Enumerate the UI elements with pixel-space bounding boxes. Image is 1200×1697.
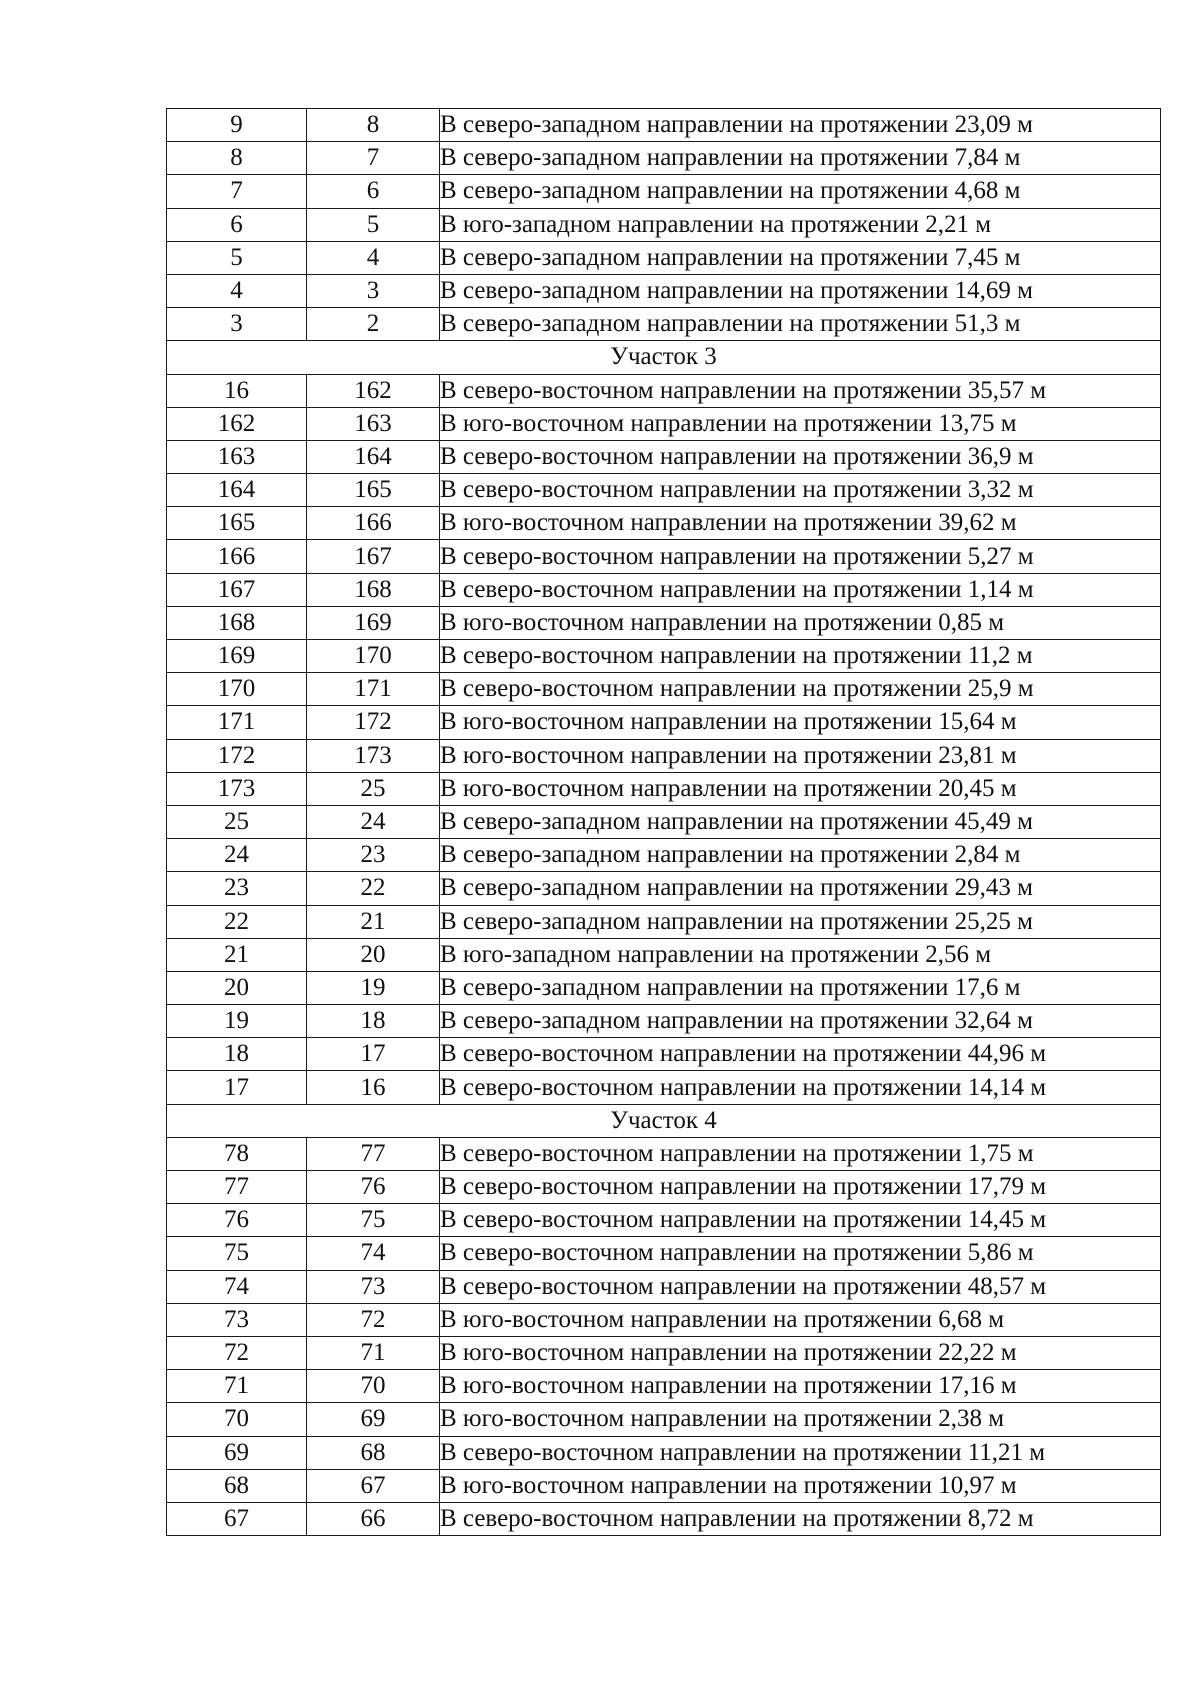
point-from-cell: 21 bbox=[167, 938, 307, 971]
point-to-cell: 23 bbox=[307, 839, 440, 872]
point-to-cell: 77 bbox=[307, 1137, 440, 1170]
point-to-cell: 71 bbox=[307, 1336, 440, 1369]
table-row bbox=[167, 407, 1161, 440]
point-from-cell: 71 bbox=[167, 1370, 307, 1403]
section-title: Участок 4 bbox=[167, 1104, 1161, 1137]
point-from-cell: 68 bbox=[167, 1469, 307, 1502]
point-from-cell: 167 bbox=[167, 573, 307, 606]
boundary-description-table bbox=[166, 108, 1161, 1536]
point-from-cell: 70 bbox=[167, 1403, 307, 1436]
point-to-cell: 73 bbox=[307, 1270, 440, 1303]
table-row bbox=[167, 440, 1161, 473]
direction-description-cell: В северо-восточном направлении на протяжении 17,79 м bbox=[440, 1171, 1161, 1204]
direction-description-cell: В северо-западном направлении на протяжении 7,45 м bbox=[440, 241, 1161, 274]
point-from-cell: 24 bbox=[167, 839, 307, 872]
direction-description-cell: В юго-восточном направлении на протяжении 6,68 м bbox=[440, 1303, 1161, 1336]
point-to-cell: 172 bbox=[307, 706, 440, 739]
point-to-cell: 72 bbox=[307, 1303, 440, 1336]
table-row bbox=[167, 1336, 1161, 1369]
point-to-cell: 70 bbox=[307, 1370, 440, 1403]
point-from-cell: 165 bbox=[167, 507, 307, 540]
direction-description-cell: В северо-восточном направлении на протяжении 8,72 м bbox=[440, 1502, 1161, 1535]
table-row bbox=[167, 540, 1161, 573]
point-from-cell: 162 bbox=[167, 407, 307, 440]
direction-description-cell: В северо-западном направлении на протяжении 25,25 м bbox=[440, 905, 1161, 938]
point-from-cell: 69 bbox=[167, 1436, 307, 1469]
point-from-cell: 19 bbox=[167, 1005, 307, 1038]
table-row bbox=[167, 573, 1161, 606]
direction-description-cell: В юго-восточном направлении на протяжении 2,38 м bbox=[440, 1403, 1161, 1436]
table-row bbox=[167, 1137, 1161, 1170]
table-row bbox=[167, 673, 1161, 706]
point-from-cell: 78 bbox=[167, 1137, 307, 1170]
direction-description-cell: В северо-восточном направлении на протяжении 14,14 м bbox=[440, 1071, 1161, 1104]
table-row bbox=[167, 241, 1161, 274]
direction-description-cell: В юго-восточном направлении на протяжении 13,75 м bbox=[440, 407, 1161, 440]
point-to-cell: 25 bbox=[307, 772, 440, 805]
direction-description-cell: В северо-восточном направлении на протяжении 11,21 м bbox=[440, 1436, 1161, 1469]
direction-description-cell: В юго-западном направлении на протяжении 2,56 м bbox=[440, 938, 1161, 971]
point-from-cell: 3 bbox=[167, 308, 307, 341]
table-row bbox=[167, 1171, 1161, 1204]
table-row bbox=[167, 606, 1161, 639]
point-to-cell: 168 bbox=[307, 573, 440, 606]
point-to-cell: 165 bbox=[307, 474, 440, 507]
point-to-cell: 22 bbox=[307, 872, 440, 905]
point-from-cell: 164 bbox=[167, 474, 307, 507]
direction-description-cell: В северо-западном направлении на протяжении 7,84 м bbox=[440, 142, 1161, 175]
table-row bbox=[167, 1469, 1161, 1502]
table-row bbox=[167, 175, 1161, 208]
point-to-cell: 75 bbox=[307, 1204, 440, 1237]
direction-description-cell: В северо-восточном направлении на протяжении 25,9 м bbox=[440, 673, 1161, 706]
table-row bbox=[167, 474, 1161, 507]
point-to-cell: 173 bbox=[307, 739, 440, 772]
direction-description-cell: В северо-восточном направлении на протяжении 36,9 м bbox=[440, 440, 1161, 473]
direction-description-cell: В юго-восточном направлении на протяжении 10,97 м bbox=[440, 1469, 1161, 1502]
point-to-cell: 66 bbox=[307, 1502, 440, 1535]
point-to-cell: 8 bbox=[307, 109, 440, 142]
point-from-cell: 6 bbox=[167, 208, 307, 241]
direction-description-cell: В северо-западном направлении на протяжении 14,69 м bbox=[440, 274, 1161, 307]
point-from-cell: 73 bbox=[167, 1303, 307, 1336]
section-title: Участок 3 bbox=[167, 341, 1161, 374]
point-from-cell: 22 bbox=[167, 905, 307, 938]
direction-description-cell: В северо-восточном направлении на протяжении 35,57 м bbox=[440, 374, 1161, 407]
point-to-cell: 171 bbox=[307, 673, 440, 706]
point-from-cell: 4 bbox=[167, 274, 307, 307]
point-from-cell: 18 bbox=[167, 1038, 307, 1071]
table-row bbox=[167, 208, 1161, 241]
direction-description-cell: В северо-западном направлении на протяжении 45,49 м bbox=[440, 805, 1161, 838]
direction-description-cell: В юго-восточном направлении на протяжении 20,45 м bbox=[440, 772, 1161, 805]
direction-description-cell: В северо-западном направлении на протяжении 4,68 м bbox=[440, 175, 1161, 208]
point-from-cell: 168 bbox=[167, 606, 307, 639]
point-to-cell: 76 bbox=[307, 1171, 440, 1204]
table-row bbox=[167, 1270, 1161, 1303]
section-header-row bbox=[167, 1104, 1161, 1137]
direction-description-cell: В северо-западном направлении на протяжении 23,09 м bbox=[440, 109, 1161, 142]
table-row bbox=[167, 1038, 1161, 1071]
table-row bbox=[167, 274, 1161, 307]
table-row bbox=[167, 1370, 1161, 1403]
point-from-cell: 169 bbox=[167, 640, 307, 673]
point-from-cell: 16 bbox=[167, 374, 307, 407]
point-from-cell: 76 bbox=[167, 1204, 307, 1237]
table-row bbox=[167, 374, 1161, 407]
point-to-cell: 67 bbox=[307, 1469, 440, 1502]
point-to-cell: 170 bbox=[307, 640, 440, 673]
point-to-cell: 5 bbox=[307, 208, 440, 241]
point-from-cell: 5 bbox=[167, 241, 307, 274]
table-row bbox=[167, 739, 1161, 772]
table-row bbox=[167, 772, 1161, 805]
direction-description-cell: В северо-западном направлении на протяжении 32,64 м bbox=[440, 1005, 1161, 1038]
point-to-cell: 74 bbox=[307, 1237, 440, 1270]
point-to-cell: 162 bbox=[307, 374, 440, 407]
point-from-cell: 67 bbox=[167, 1502, 307, 1535]
point-from-cell: 75 bbox=[167, 1237, 307, 1270]
point-to-cell: 21 bbox=[307, 905, 440, 938]
table-row bbox=[167, 1237, 1161, 1270]
point-to-cell: 69 bbox=[307, 1403, 440, 1436]
table-row bbox=[167, 1303, 1161, 1336]
direction-description-cell: В северо-западном направлении на протяжении 29,43 м bbox=[440, 872, 1161, 905]
point-from-cell: 20 bbox=[167, 971, 307, 1004]
table-body bbox=[167, 109, 1161, 1536]
point-from-cell: 77 bbox=[167, 1171, 307, 1204]
table-row bbox=[167, 938, 1161, 971]
section-header-row bbox=[167, 341, 1161, 374]
direction-description-cell: В северо-восточном направлении на протяжении 44,96 м bbox=[440, 1038, 1161, 1071]
point-from-cell: 163 bbox=[167, 440, 307, 473]
table-row bbox=[167, 1502, 1161, 1535]
direction-description-cell: В юго-восточном направлении на протяжении 15,64 м bbox=[440, 706, 1161, 739]
table-row bbox=[167, 142, 1161, 175]
direction-description-cell: В северо-западном направлении на протяжении 17,6 м bbox=[440, 971, 1161, 1004]
point-from-cell: 7 bbox=[167, 175, 307, 208]
table-row bbox=[167, 507, 1161, 540]
table-row bbox=[167, 1071, 1161, 1104]
direction-description-cell: В северо-восточном направлении на протяжении 5,27 м bbox=[440, 540, 1161, 573]
point-to-cell: 19 bbox=[307, 971, 440, 1004]
point-to-cell: 68 bbox=[307, 1436, 440, 1469]
point-to-cell: 18 bbox=[307, 1005, 440, 1038]
direction-description-cell: В северо-западном направлении на протяжении 2,84 м bbox=[440, 839, 1161, 872]
direction-description-cell: В северо-восточном направлении на протяжении 11,2 м bbox=[440, 640, 1161, 673]
table-row bbox=[167, 971, 1161, 1004]
point-to-cell: 16 bbox=[307, 1071, 440, 1104]
table-row bbox=[167, 805, 1161, 838]
point-to-cell: 24 bbox=[307, 805, 440, 838]
point-from-cell: 17 bbox=[167, 1071, 307, 1104]
point-from-cell: 9 bbox=[167, 109, 307, 142]
point-to-cell: 163 bbox=[307, 407, 440, 440]
point-from-cell: 170 bbox=[167, 673, 307, 706]
table-row bbox=[167, 872, 1161, 905]
point-to-cell: 169 bbox=[307, 606, 440, 639]
point-from-cell: 23 bbox=[167, 872, 307, 905]
direction-description-cell: В северо-восточном направлении на протяжении 14,45 м bbox=[440, 1204, 1161, 1237]
direction-description-cell: В северо-восточном направлении на протяжении 1,14 м bbox=[440, 573, 1161, 606]
table-row bbox=[167, 1436, 1161, 1469]
point-to-cell: 3 bbox=[307, 274, 440, 307]
point-from-cell: 171 bbox=[167, 706, 307, 739]
table-row bbox=[167, 706, 1161, 739]
direction-description-cell: В юго-восточном направлении на протяжении 22,22 м bbox=[440, 1336, 1161, 1369]
table-row bbox=[167, 905, 1161, 938]
point-to-cell: 2 bbox=[307, 308, 440, 341]
point-from-cell: 173 bbox=[167, 772, 307, 805]
direction-description-cell: В юго-западном направлении на протяжении 2,21 м bbox=[440, 208, 1161, 241]
table-row bbox=[167, 1204, 1161, 1237]
point-from-cell: 172 bbox=[167, 739, 307, 772]
direction-description-cell: В северо-западном направлении на протяжении 51,3 м bbox=[440, 308, 1161, 341]
point-from-cell: 74 bbox=[167, 1270, 307, 1303]
point-from-cell: 166 bbox=[167, 540, 307, 573]
direction-description-cell: В юго-восточном направлении на протяжении 17,16 м bbox=[440, 1370, 1161, 1403]
point-to-cell: 7 bbox=[307, 142, 440, 175]
point-to-cell: 166 bbox=[307, 507, 440, 540]
table-row bbox=[167, 640, 1161, 673]
direction-description-cell: В юго-восточном направлении на протяжении 0,85 м bbox=[440, 606, 1161, 639]
point-to-cell: 4 bbox=[307, 241, 440, 274]
point-from-cell: 8 bbox=[167, 142, 307, 175]
point-to-cell: 17 bbox=[307, 1038, 440, 1071]
point-from-cell: 25 bbox=[167, 805, 307, 838]
point-from-cell: 72 bbox=[167, 1336, 307, 1369]
point-to-cell: 20 bbox=[307, 938, 440, 971]
direction-description-cell: В северо-восточном направлении на протяжении 48,57 м bbox=[440, 1270, 1161, 1303]
table-row bbox=[167, 308, 1161, 341]
table-row bbox=[167, 1403, 1161, 1436]
direction-description-cell: В северо-восточном направлении на протяжении 5,86 м bbox=[440, 1237, 1161, 1270]
direction-description-cell: В юго-восточном направлении на протяжении 39,62 м bbox=[440, 507, 1161, 540]
point-to-cell: 167 bbox=[307, 540, 440, 573]
direction-description-cell: В юго-восточном направлении на протяжении 23,81 м bbox=[440, 739, 1161, 772]
table-row bbox=[167, 109, 1161, 142]
table-row bbox=[167, 1005, 1161, 1038]
direction-description-cell: В северо-восточном направлении на протяжении 1,75 м bbox=[440, 1137, 1161, 1170]
table-row bbox=[167, 839, 1161, 872]
point-to-cell: 164 bbox=[307, 440, 440, 473]
direction-description-cell: В северо-восточном направлении на протяжении 3,32 м bbox=[440, 474, 1161, 507]
point-to-cell: 6 bbox=[307, 175, 440, 208]
